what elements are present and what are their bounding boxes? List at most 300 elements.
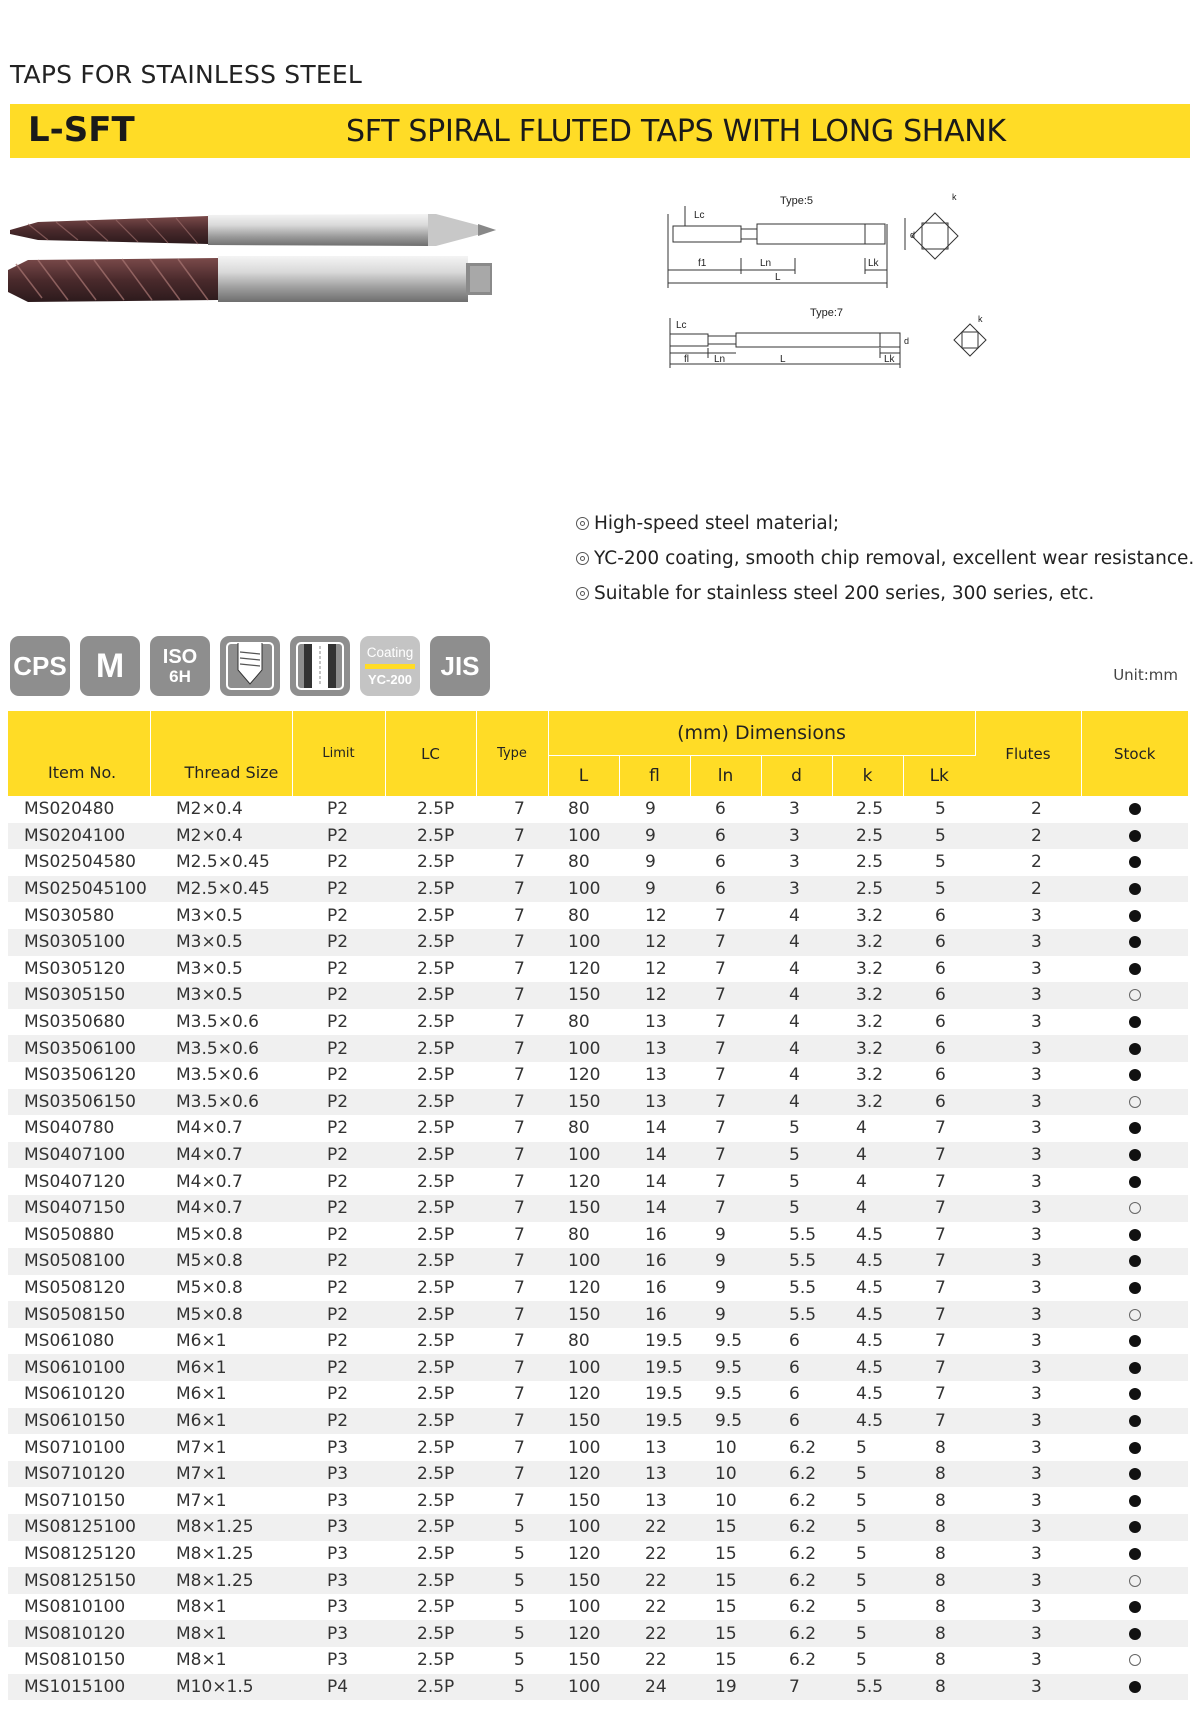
type7-d-label: d bbox=[904, 336, 910, 346]
cell-lk: 5 bbox=[903, 876, 975, 903]
in-stock-icon bbox=[1129, 830, 1141, 842]
cell-ln: 6 bbox=[715, 799, 726, 820]
cell-k: 3.2 bbox=[856, 1012, 884, 1033]
type5-fl-label: f1 bbox=[698, 258, 707, 269]
table-row bbox=[8, 956, 1188, 983]
cell-limit: P3 bbox=[327, 1650, 349, 1671]
cell-lk: 8 bbox=[903, 1514, 975, 1541]
cell-stock bbox=[1081, 1089, 1188, 1116]
cell-lc: 2.5P bbox=[417, 852, 455, 873]
cell-d: 4 bbox=[761, 1089, 832, 1116]
cell-l: 100 bbox=[548, 1142, 619, 1169]
type7-l-label: L bbox=[780, 354, 786, 365]
cell-flutes: 3 bbox=[975, 1461, 1081, 1488]
cell-thread: M8×1.25 bbox=[150, 1514, 292, 1541]
cell-lc: 2.5P bbox=[417, 799, 455, 820]
cell-lk: 8 bbox=[935, 1650, 946, 1671]
cell-thread: M2.5×0.45 bbox=[176, 852, 270, 873]
cell-l: 100 bbox=[548, 1514, 619, 1541]
cell-thread: M6×1 bbox=[176, 1331, 227, 1352]
cell-ln: 7 bbox=[715, 1118, 726, 1139]
cell-type: 7 bbox=[514, 1118, 525, 1139]
cell-lk: 8 bbox=[903, 1620, 975, 1647]
cell-fl: 19.5 bbox=[619, 1408, 690, 1435]
cell-lk: 6 bbox=[903, 1089, 975, 1116]
feature-item: High-speed steel material; bbox=[576, 511, 1194, 546]
cell-type: 7 bbox=[476, 1354, 548, 1381]
cell-l: 150 bbox=[568, 1650, 601, 1671]
cell-l: 100 bbox=[568, 1597, 601, 1618]
table-row bbox=[8, 1062, 1188, 1089]
cell-type: 7 bbox=[514, 958, 525, 979]
cell-lc: 2.5P bbox=[385, 1089, 476, 1116]
tap-dimension-diagrams bbox=[660, 188, 1040, 413]
in-stock-icon bbox=[1129, 1362, 1141, 1374]
cell-d: 5.5 bbox=[761, 1301, 832, 1328]
jis-badge: JIS bbox=[430, 636, 490, 696]
cell-lc: 2.5P bbox=[385, 982, 476, 1009]
cell-flutes: 3 bbox=[1031, 1384, 1042, 1405]
cell-flutes: 3 bbox=[975, 1089, 1081, 1116]
cell-type: 5 bbox=[514, 1597, 525, 1618]
title-banner bbox=[10, 104, 1190, 158]
in-stock-icon bbox=[1129, 1521, 1141, 1533]
cell-ln: 9.5 bbox=[715, 1384, 743, 1405]
table-row bbox=[8, 1301, 1188, 1328]
cell-type: 7 bbox=[514, 1437, 525, 1458]
cell-item: MS050880 bbox=[24, 1224, 115, 1245]
cell-l: 100 bbox=[548, 1674, 619, 1701]
cell-k: 5 bbox=[832, 1461, 903, 1488]
cell-stock bbox=[1081, 902, 1188, 929]
cell-item: MS1015100 bbox=[8, 1674, 150, 1701]
cell-item: MS08125150 bbox=[8, 1567, 150, 1594]
header-lc: LC bbox=[385, 711, 476, 796]
cell-limit: P2 bbox=[327, 1384, 349, 1405]
cell-lc: 2.5P bbox=[417, 1065, 455, 1086]
cell-lk: 7 bbox=[903, 1248, 975, 1275]
cell-l: 150 bbox=[568, 1490, 601, 1511]
cell-lk: 6 bbox=[935, 1012, 946, 1033]
cell-ln: 9.5 bbox=[690, 1408, 761, 1435]
cell-type: 7 bbox=[476, 876, 548, 903]
table-row bbox=[8, 929, 1188, 956]
cell-fl: 13 bbox=[645, 1065, 667, 1086]
cell-stock bbox=[1081, 1354, 1188, 1381]
cell-lk: 7 bbox=[935, 1331, 946, 1352]
cell-limit: P2 bbox=[327, 905, 349, 926]
spec-table bbox=[8, 711, 1188, 1700]
cell-l: 80 bbox=[568, 799, 590, 820]
unit-label: Unit:mm bbox=[1113, 666, 1178, 684]
in-stock-icon bbox=[1129, 1335, 1141, 1347]
cell-lc: 2.5P bbox=[417, 1277, 455, 1298]
table-row bbox=[8, 1674, 1188, 1701]
header-ln: ln bbox=[690, 756, 761, 797]
type7-label: Type:7 bbox=[810, 307, 844, 319]
cell-limit: P2 bbox=[327, 1065, 349, 1086]
cell-fl: 9 bbox=[619, 876, 690, 903]
tap-product-photos bbox=[8, 200, 498, 340]
feature-item: Suitable for stainless steel 200 series, 300 series, etc. bbox=[576, 581, 1194, 616]
cell-item: MS0508120 bbox=[24, 1277, 126, 1298]
cell-ln: 7 bbox=[715, 958, 726, 979]
cell-stock bbox=[1081, 1594, 1188, 1621]
cell-d: 6.2 bbox=[789, 1597, 817, 1618]
cell-lc: 2.5P bbox=[417, 905, 455, 926]
cell-limit: P2 bbox=[327, 1012, 349, 1033]
cell-k: 5.5 bbox=[832, 1674, 903, 1701]
type5-lk-label: Lk bbox=[868, 258, 879, 269]
cell-k: 3.2 bbox=[856, 1065, 884, 1086]
cell-lk: 6 bbox=[935, 1065, 946, 1086]
cell-fl: 9 bbox=[619, 823, 690, 850]
cell-fl: 14 bbox=[619, 1195, 690, 1222]
cell-k: 3.2 bbox=[832, 1035, 903, 1062]
cell-thread: M2.5×0.45 bbox=[150, 876, 292, 903]
feature-list bbox=[576, 511, 1194, 616]
cell-ln: 15 bbox=[715, 1543, 737, 1564]
cell-type: 7 bbox=[476, 1461, 548, 1488]
cell-lc: 2.5P bbox=[417, 1650, 455, 1671]
header-limit: Limit bbox=[292, 711, 385, 796]
cell-stock bbox=[1081, 1434, 1188, 1461]
cell-k: 5 bbox=[856, 1543, 867, 1564]
cell-flutes: 3 bbox=[975, 1195, 1081, 1222]
cell-limit: P3 bbox=[327, 1490, 349, 1511]
header-item-no: Item No. bbox=[8, 711, 150, 796]
cell-ln: 9 bbox=[715, 1224, 726, 1245]
cell-fl: 22 bbox=[619, 1514, 690, 1541]
cell-ln: 7 bbox=[690, 1142, 761, 1169]
header-k: k bbox=[832, 756, 903, 797]
cell-item: MS0407150 bbox=[8, 1195, 150, 1222]
cell-l: 150 bbox=[548, 1089, 619, 1116]
in-stock-icon bbox=[1129, 1282, 1141, 1294]
cell-l: 80 bbox=[568, 852, 590, 873]
cell-k: 4 bbox=[832, 1195, 903, 1222]
cell-flutes: 3 bbox=[975, 982, 1081, 1009]
cell-ln: 7 bbox=[690, 1035, 761, 1062]
cell-flutes: 2 bbox=[975, 823, 1081, 850]
cell-d: 4 bbox=[761, 982, 832, 1009]
cell-thread: M10×1.5 bbox=[150, 1674, 292, 1701]
in-stock-icon bbox=[1129, 963, 1141, 975]
cell-lk: 7 bbox=[903, 1408, 975, 1435]
cell-fl: 14 bbox=[619, 1142, 690, 1169]
cell-k: 5 bbox=[856, 1650, 867, 1671]
cell-lc: 2.5P bbox=[417, 1437, 455, 1458]
cell-ln: 15 bbox=[690, 1514, 761, 1541]
cell-thread: M3×0.5 bbox=[176, 905, 243, 926]
cell-l: 120 bbox=[548, 1461, 619, 1488]
cell-lc: 2.5P bbox=[385, 1142, 476, 1169]
cell-fl: 13 bbox=[645, 1490, 667, 1511]
iso-6h-badge: ISO 6H bbox=[150, 636, 210, 696]
cell-ln: 10 bbox=[715, 1437, 737, 1458]
cell-limit: P2 bbox=[327, 1331, 349, 1352]
cell-fl: 9 bbox=[645, 852, 656, 873]
cell-lk: 7 bbox=[903, 1354, 975, 1381]
cell-limit: P3 bbox=[327, 1597, 349, 1618]
cell-k: 4.5 bbox=[832, 1354, 903, 1381]
cell-ln: 9.5 bbox=[690, 1354, 761, 1381]
cell-lk: 8 bbox=[935, 1437, 946, 1458]
cell-lk: 6 bbox=[903, 1035, 975, 1062]
table-row bbox=[8, 1089, 1188, 1116]
cell-d: 5 bbox=[789, 1118, 800, 1139]
cell-fl: 13 bbox=[619, 1035, 690, 1062]
cell-type: 7 bbox=[514, 1277, 525, 1298]
cell-lk: 6 bbox=[903, 982, 975, 1009]
product-code: L-SFT bbox=[28, 110, 135, 150]
table-row bbox=[8, 1408, 1188, 1435]
cell-d: 4 bbox=[789, 905, 800, 926]
cell-type: 7 bbox=[514, 1171, 525, 1192]
cell-ln: 7 bbox=[690, 1089, 761, 1116]
cell-k: 4.5 bbox=[856, 1331, 884, 1352]
cell-limit: P2 bbox=[292, 1089, 385, 1116]
cell-stock bbox=[1081, 1514, 1188, 1541]
cell-thread: M5×0.8 bbox=[150, 1301, 292, 1328]
cell-item: MS08125100 bbox=[8, 1514, 150, 1541]
in-stock-icon bbox=[1129, 1601, 1141, 1613]
in-stock-icon bbox=[1129, 803, 1141, 815]
in-stock-icon bbox=[1129, 1495, 1141, 1507]
cell-lk: 5 bbox=[903, 823, 975, 850]
cell-l: 80 bbox=[568, 1331, 590, 1352]
cell-stock bbox=[1081, 982, 1188, 1009]
cell-flutes: 2 bbox=[1031, 852, 1042, 873]
cell-d: 6.2 bbox=[761, 1461, 832, 1488]
cell-limit: P2 bbox=[292, 876, 385, 903]
cell-lc: 2.5P bbox=[385, 1514, 476, 1541]
cell-ln: 7 bbox=[690, 1195, 761, 1222]
category-title: TAPS FOR STAINLESS STEEL bbox=[10, 60, 362, 89]
cell-ln: 6 bbox=[715, 852, 726, 873]
cell-type: 7 bbox=[514, 1012, 525, 1033]
cell-thread: M8×1.25 bbox=[150, 1567, 292, 1594]
cell-l: 150 bbox=[548, 1408, 619, 1435]
header-d: d bbox=[761, 756, 832, 797]
cell-limit: P3 bbox=[292, 1461, 385, 1488]
cell-l: 100 bbox=[548, 929, 619, 956]
cell-type: 7 bbox=[514, 852, 525, 873]
cell-fl: 22 bbox=[619, 1620, 690, 1647]
cell-ln: 10 bbox=[690, 1461, 761, 1488]
cell-limit: P2 bbox=[292, 1301, 385, 1328]
cell-l: 100 bbox=[548, 823, 619, 850]
cell-lc: 2.5P bbox=[385, 1461, 476, 1488]
cell-ln: 7 bbox=[715, 905, 726, 926]
cell-fl: 12 bbox=[645, 905, 667, 926]
cell-item: MS0305100 bbox=[8, 929, 150, 956]
cell-flutes: 3 bbox=[1031, 1171, 1042, 1192]
cell-limit: P2 bbox=[327, 958, 349, 979]
cell-flutes: 3 bbox=[975, 1514, 1081, 1541]
in-stock-icon bbox=[1129, 1468, 1141, 1480]
in-stock-icon bbox=[1129, 1069, 1141, 1081]
cell-type: 7 bbox=[514, 905, 525, 926]
cell-lc: 2.5P bbox=[385, 1620, 476, 1647]
cell-fl: 16 bbox=[645, 1224, 667, 1245]
table-header-row bbox=[8, 711, 1188, 756]
cell-limit: P2 bbox=[327, 799, 349, 820]
table-row bbox=[8, 1594, 1188, 1621]
bullet-icon bbox=[576, 517, 589, 530]
cell-thread: M8×1 bbox=[176, 1650, 227, 1671]
cell-item: MS03506100 bbox=[8, 1035, 150, 1062]
cell-stock bbox=[1081, 1062, 1188, 1089]
cell-d: 3 bbox=[761, 876, 832, 903]
cell-thread: M3×0.5 bbox=[150, 929, 292, 956]
cell-d: 3 bbox=[789, 852, 800, 873]
cell-k: 4 bbox=[856, 1171, 867, 1192]
cell-d: 4 bbox=[789, 958, 800, 979]
out-of-stock-icon bbox=[1129, 1096, 1141, 1108]
cell-item: MS03506150 bbox=[8, 1089, 150, 1116]
cell-fl: 24 bbox=[619, 1674, 690, 1701]
cell-type: 7 bbox=[476, 1301, 548, 1328]
cell-stock bbox=[1081, 1275, 1188, 1302]
cell-thread: M7×1 bbox=[176, 1437, 227, 1458]
cell-k: 5 bbox=[856, 1597, 867, 1618]
cell-lk: 8 bbox=[903, 1461, 975, 1488]
cell-stock bbox=[1081, 876, 1188, 903]
table-row bbox=[8, 876, 1188, 903]
in-stock-icon bbox=[1129, 1016, 1141, 1028]
cell-d: 7 bbox=[761, 1674, 832, 1701]
cell-item: MS030580 bbox=[24, 905, 115, 926]
cell-type: 7 bbox=[514, 1065, 525, 1086]
cell-limit: P3 bbox=[327, 1543, 349, 1564]
cell-ln: 9 bbox=[715, 1277, 726, 1298]
in-stock-icon bbox=[1129, 856, 1141, 868]
cell-lc: 2.5P bbox=[385, 1674, 476, 1701]
cell-limit: P2 bbox=[292, 1408, 385, 1435]
cell-d: 4 bbox=[789, 1012, 800, 1033]
cell-item: MS0610150 bbox=[8, 1408, 150, 1435]
cell-stock bbox=[1081, 956, 1188, 983]
cell-item: MS061080 bbox=[24, 1331, 115, 1352]
cell-l: 120 bbox=[568, 1277, 601, 1298]
tap-photo-small bbox=[10, 214, 496, 246]
cell-ln: 10 bbox=[715, 1490, 737, 1511]
cell-ln: 9 bbox=[690, 1248, 761, 1275]
cell-l: 100 bbox=[548, 1354, 619, 1381]
cell-type: 7 bbox=[476, 929, 548, 956]
cell-lc: 2.5P bbox=[417, 1012, 455, 1033]
table-row bbox=[8, 1647, 1188, 1674]
cell-lc: 2.5P bbox=[417, 1331, 455, 1352]
cell-stock bbox=[1081, 796, 1188, 823]
cell-l: 120 bbox=[568, 1171, 601, 1192]
cell-fl: 13 bbox=[645, 1012, 667, 1033]
table-body bbox=[8, 796, 1188, 1700]
cell-k: 2.5 bbox=[856, 799, 884, 820]
cell-k: 4.5 bbox=[856, 1384, 884, 1405]
cell-d: 6.2 bbox=[789, 1543, 817, 1564]
cell-flutes: 3 bbox=[1031, 1597, 1042, 1618]
cell-item: MS0204100 bbox=[8, 823, 150, 850]
cell-k: 3.2 bbox=[832, 929, 903, 956]
cell-stock bbox=[1081, 1541, 1188, 1568]
cell-lk: 8 bbox=[935, 1490, 946, 1511]
cell-k: 5 bbox=[856, 1490, 867, 1511]
cell-fl: 16 bbox=[619, 1301, 690, 1328]
cell-ln: 7 bbox=[715, 1171, 726, 1192]
table-row bbox=[8, 1222, 1188, 1249]
cell-l: 100 bbox=[568, 1437, 601, 1458]
in-stock-icon bbox=[1129, 1176, 1141, 1188]
cell-item: MS0350680 bbox=[24, 1012, 126, 1033]
cell-lk: 6 bbox=[935, 905, 946, 926]
cell-fl: 22 bbox=[645, 1650, 667, 1671]
cell-type: 7 bbox=[476, 982, 548, 1009]
header-fl: fl bbox=[619, 756, 690, 797]
in-stock-icon bbox=[1129, 1628, 1141, 1640]
cell-thread: M3.5×0.6 bbox=[176, 1012, 259, 1033]
cell-flutes: 3 bbox=[975, 1408, 1081, 1435]
cell-lk: 7 bbox=[903, 1195, 975, 1222]
cell-fl: 12 bbox=[645, 958, 667, 979]
cell-thread: M6×1 bbox=[176, 1384, 227, 1405]
cell-item: MS03506120 bbox=[24, 1065, 136, 1086]
cell-k: 5 bbox=[832, 1514, 903, 1541]
cell-limit: P2 bbox=[292, 823, 385, 850]
cell-thread: M5×0.8 bbox=[176, 1277, 243, 1298]
cell-limit: P2 bbox=[292, 1195, 385, 1222]
blind-hole-icon bbox=[290, 636, 350, 696]
bullet-icon bbox=[576, 587, 589, 600]
cell-thread: M3.5×0.6 bbox=[150, 1035, 292, 1062]
table-row bbox=[8, 1009, 1188, 1036]
cell-lk: 6 bbox=[903, 929, 975, 956]
cell-lc: 2.5P bbox=[417, 1543, 455, 1564]
header-flutes: Flutes bbox=[975, 711, 1081, 796]
cell-k: 4.5 bbox=[856, 1277, 884, 1298]
cell-thread: M7×1 bbox=[150, 1461, 292, 1488]
cell-d: 6.2 bbox=[789, 1650, 817, 1671]
cell-lk: 7 bbox=[903, 1142, 975, 1169]
cell-thread: M5×0.8 bbox=[176, 1224, 243, 1245]
cell-lc: 2.5P bbox=[385, 1408, 476, 1435]
cell-item: MS0710150 bbox=[24, 1490, 126, 1511]
cell-d: 5.5 bbox=[761, 1248, 832, 1275]
cell-ln: 19 bbox=[690, 1674, 761, 1701]
cell-thread: M8×1 bbox=[150, 1620, 292, 1647]
cell-l: 150 bbox=[548, 1567, 619, 1594]
type7-fl-label: fl bbox=[684, 354, 689, 365]
cell-fl: 13 bbox=[645, 1437, 667, 1458]
type5-lc-label: Lc bbox=[694, 210, 705, 221]
cell-flutes: 3 bbox=[975, 1035, 1081, 1062]
cell-k: 4.5 bbox=[832, 1301, 903, 1328]
cell-d: 5.5 bbox=[789, 1224, 817, 1245]
table-row bbox=[8, 1142, 1188, 1169]
cell-lk: 8 bbox=[935, 1543, 946, 1564]
table-row bbox=[8, 1567, 1188, 1594]
cell-d: 6 bbox=[789, 1331, 800, 1352]
cell-l: 120 bbox=[568, 1384, 601, 1405]
cell-thread: M3.5×0.6 bbox=[150, 1089, 292, 1116]
cell-thread: M3.5×0.6 bbox=[176, 1065, 259, 1086]
cell-item: MS0710120 bbox=[8, 1461, 150, 1488]
cell-k: 3.2 bbox=[856, 905, 884, 926]
cell-item: MS0810150 bbox=[24, 1650, 126, 1671]
cell-k: 3.2 bbox=[832, 1089, 903, 1116]
cell-lc: 2.5P bbox=[385, 1301, 476, 1328]
